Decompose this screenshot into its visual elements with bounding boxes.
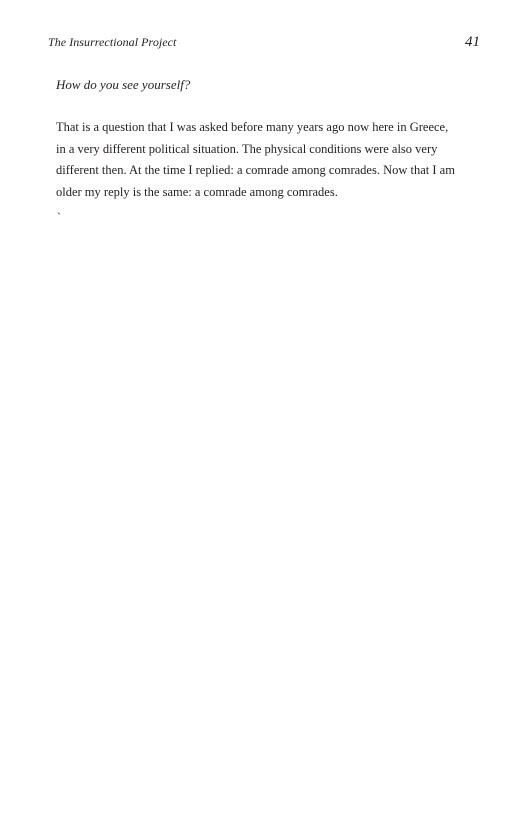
interview-question: How do you see yourself? bbox=[56, 77, 191, 92]
page-number: 41 bbox=[465, 34, 480, 50]
interview-answer: That is a question that I was asked before many years ago now here in Greece, in a very different political situation. The physical conditions were also very different then. At the time I replied: a comrade among comrades. Now that I am older my reply is the same: a comrade among comrades. bbox=[56, 120, 455, 199]
running-title: The Insurrectional Project bbox=[48, 35, 177, 49]
stray-mark: ` bbox=[57, 210, 61, 224]
